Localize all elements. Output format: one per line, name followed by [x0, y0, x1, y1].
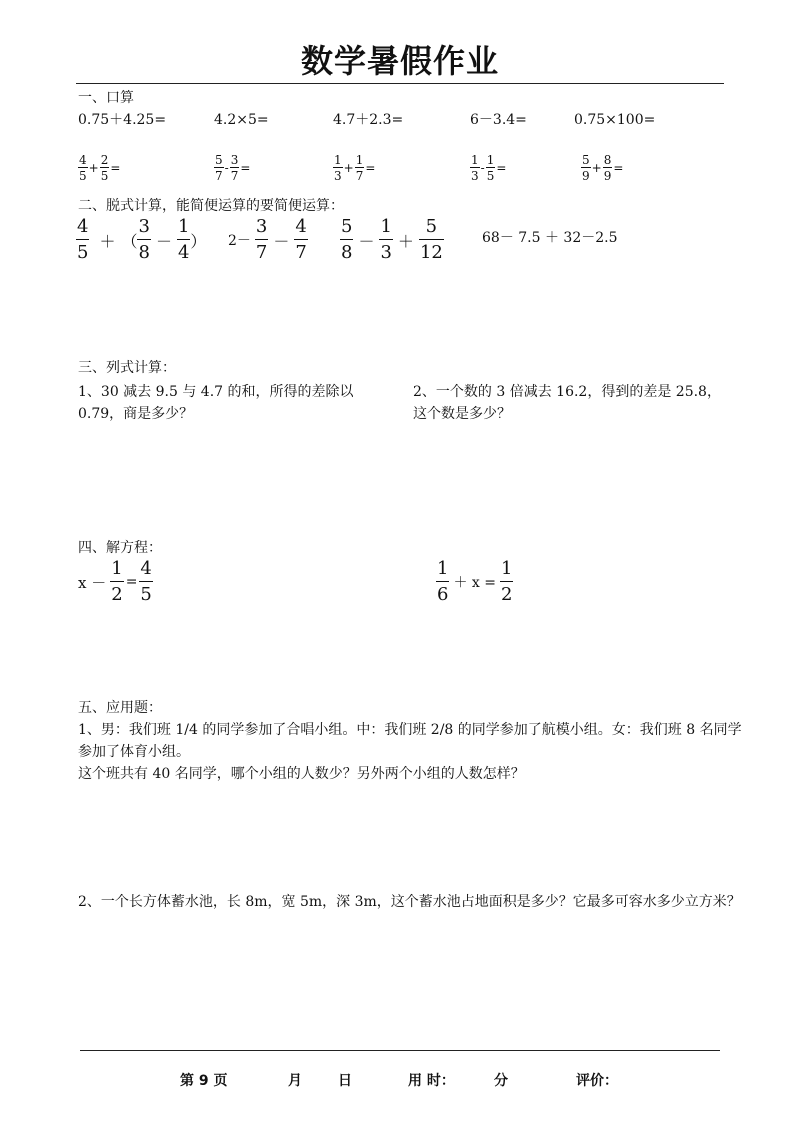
fraction: 3 7 — [255, 216, 268, 263]
fraction: $\frac{2}{5}$ — [100, 153, 109, 183]
footer-divider — [80, 1050, 720, 1051]
fraction: $\frac{3}{7}$ — [230, 153, 239, 183]
fraction: $\frac{1}{7}$ — [355, 153, 364, 183]
footer-day: 日 — [338, 1073, 352, 1089]
fraction: $\frac{1}{2}$ — [111, 558, 123, 605]
fraction-calc-item: 1 3 - $\frac{1}{5}$ = — [471, 153, 507, 183]
footer-page-number: 第 9 页 — [180, 1073, 228, 1089]
section-2-heading: 二、脱式计算，能简便运算的要简便运算： — [78, 198, 344, 214]
application-question-2: 2、一个长方体蓄水池，长 8m，宽 5m，深 3m，这个蓄水池占地面积是多少？它最多可容水多少立方米？ — [78, 894, 741, 910]
fraction: 1 3 — [471, 153, 479, 183]
header-divider — [76, 83, 724, 84]
application-question-1-line-1: 1、男：我们班 1/4 的同学参加了合唱小组。中：我们班 2/8 的同学参加了航模小组。女：我们班 8 名同学 — [78, 722, 742, 738]
fraction: 5 8 — [341, 216, 353, 263]
equation-1: x － $\frac{1}{2}$ = $\frac{4}{5}$ — [78, 558, 152, 605]
application-question-1-line-3: 这个班共有 40 名同学，哪个小组的人数少？另外两个小组的人数怎样？ — [78, 766, 525, 782]
oral-calc-item: 6－3.4= — [470, 112, 527, 128]
fraction-calc-item: 1 3 + $\frac{1}{7}$ = — [334, 153, 376, 183]
oral-calc-item: 0.75＋4.25= — [78, 112, 167, 128]
fraction-calc-item: 5 9 + $\frac{8}{9}$ = — [582, 153, 624, 183]
fraction: 5 12 — [419, 216, 443, 263]
fraction-calc-item: 4 5 + $\frac{2}{5}$ = — [79, 153, 121, 183]
section-3-heading: 三、列式计算： — [78, 360, 176, 376]
section-5-heading: 五、应用题： — [78, 700, 162, 716]
oral-calc-item: 0.75×100= — [574, 112, 656, 128]
fraction: 1 3 — [334, 153, 342, 183]
step-calc-expression-2: 2－ 3 7 － 4 7 — [228, 216, 307, 263]
fraction: 4 5 — [77, 216, 89, 263]
footer-time-used: 用 时： — [408, 1073, 455, 1089]
word-calc-question-2: 2、一个数的 3 倍减去 16.2，得到的差是 25.8，这个数是多少？ — [413, 384, 721, 422]
fraction: $\frac{4}{5}$ — [140, 558, 152, 605]
fraction: $\frac{8}{9}$ — [603, 153, 612, 183]
step-calc-expression-3: 5 8 － 1 3 ＋ 5 12 — [341, 216, 443, 263]
fraction: 1 6 — [437, 558, 449, 605]
section-1-heading: 一、口算 — [78, 90, 134, 106]
page-title: 数学暑假作业 — [300, 42, 499, 80]
fraction-calc-item: 5 7 - $\frac{3}{7}$ = — [215, 153, 251, 183]
fraction: 3 8 — [138, 216, 150, 263]
application-question-1-line-2: 参加了体育小组。 — [78, 744, 190, 760]
oral-calc-item: 4.7＋2.3= — [333, 112, 404, 128]
oral-calc-item: 4.2×5= — [214, 112, 269, 128]
footer-month: 月 — [288, 1073, 302, 1089]
step-calc-expression-4: 68－ 7.5 ＋ 32－2.5 — [482, 230, 618, 246]
fraction: 1 3 — [380, 216, 392, 263]
fraction: 4 5 — [79, 153, 87, 183]
fraction: 4 7 — [295, 216, 307, 263]
fraction: 5 9 — [582, 153, 590, 183]
fraction: 5 7 — [215, 153, 223, 183]
footer-minute: 分 — [494, 1073, 508, 1089]
section-4-heading: 四、解方程： — [78, 540, 162, 556]
word-calc-question-1: 1、30 减去 9.5 与 4.7 的和，所得的差除以 0.79，商是多少？ — [78, 384, 354, 422]
step-calc-expression-1: 4 5 ＋ （ 3 8 － 1 4 ） — [77, 216, 207, 263]
equation-2: 1 6 ＋ x = $\frac{1}{2}$ — [437, 558, 513, 605]
fraction: 1 4 — [177, 216, 190, 263]
footer-rating: 评价： — [576, 1073, 618, 1089]
fraction: $\frac{1}{5}$ — [486, 153, 495, 183]
fraction: $\frac{1}{2}$ — [500, 558, 513, 605]
